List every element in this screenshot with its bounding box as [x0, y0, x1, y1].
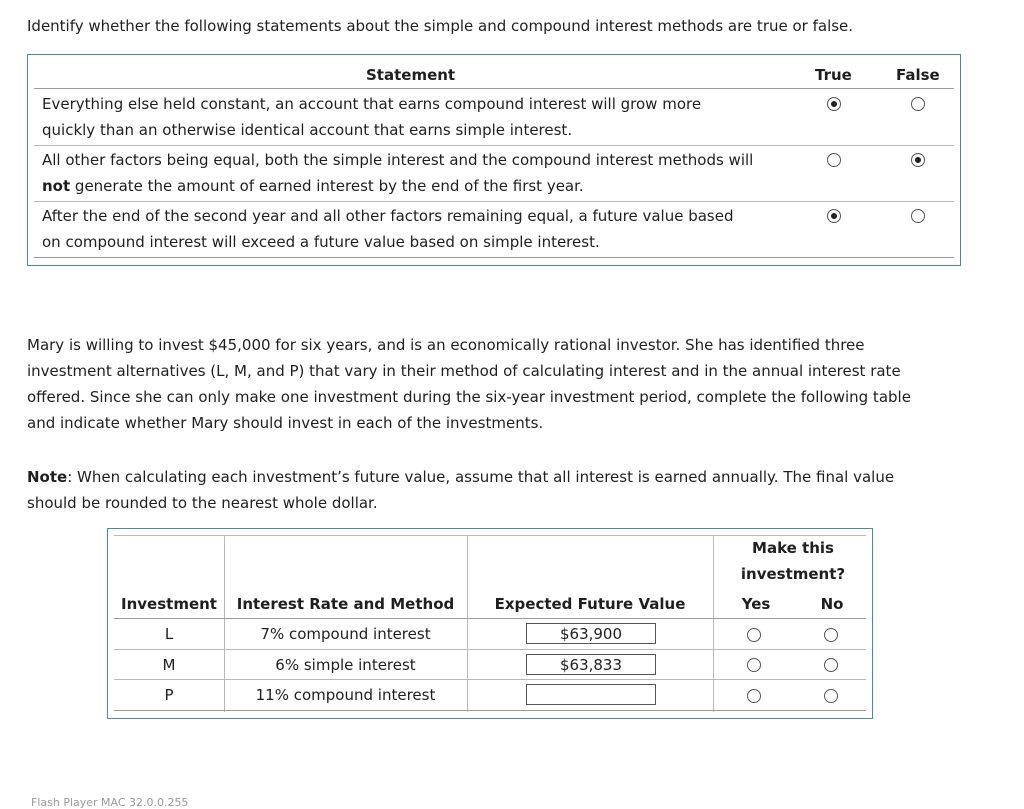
make-investment-header-line1: Make this — [752, 539, 834, 557]
investment-cell: M — [162, 656, 176, 674]
statement-line: After the end of the second year and all other factors remaining equal, a future value based — [42, 207, 734, 225]
statement-header: Statement — [366, 66, 456, 84]
row3-true-radio[interactable] — [827, 209, 841, 223]
note: Note: When calculating each investment’s future value, assume that all interest is earned annually. The final value should be rounded to the nearest whole dollar. — [27, 468, 895, 512]
no-header: No — [820, 595, 844, 613]
yes-header: Yes — [741, 595, 771, 613]
statement-row — [42, 203, 772, 255]
investment-table — [107, 528, 873, 719]
rate-cell: 6% simple interest — [275, 656, 416, 674]
investment-cell: L — [164, 625, 174, 643]
statement-line: Everything else held constant, an account that earns compound interest will grow more — [42, 95, 702, 113]
rate-header: Interest Rate and Method — [236, 595, 455, 613]
future-value-input-m[interactable] — [526, 654, 656, 675]
emphasis-not: not — [42, 177, 71, 195]
row1-false-radio[interactable] — [911, 97, 925, 111]
true-header: True — [815, 66, 852, 84]
false-header: False — [896, 66, 940, 84]
rate-cell: 11% compound interest — [255, 686, 436, 704]
question-1-prompt: Identify whether the following statements about the simple and compound interest methods are true or false. — [27, 17, 854, 35]
future-value-input-l[interactable] — [526, 623, 656, 644]
no-radio-l[interactable] — [824, 628, 838, 642]
statement-line: quickly than an otherwise identical account that earns simple interest. — [42, 121, 573, 139]
question-2-paragraph: Mary is willing to invest $45,000 for six years, and is an economically rational investor. She has identified three investment alternatives (L, M, and P) that vary in their method of calculating interest and in the annual interest rate offered. Since she can only make one investment during the six-year investment period, complete the following table and indicate whether Mary should invest in each of the investments. — [27, 336, 911, 432]
future-value-input-p[interactable] — [526, 684, 656, 705]
true-false-table — [27, 54, 961, 266]
statement-row — [42, 91, 772, 143]
yes-radio-m[interactable] — [747, 658, 761, 672]
flash-player-version: Flash Player MAC 32.0.0.255 — [31, 796, 189, 809]
statement-line: not generate the amount of earned interest by the end of the first year. — [42, 177, 584, 195]
statement-line: on compound interest will exceed a future value based on simple interest. — [42, 233, 600, 251]
rate-cell: 7% compound interest — [260, 625, 431, 643]
no-radio-m[interactable] — [824, 658, 838, 672]
note-label: Note — [27, 468, 68, 486]
yes-radio-p[interactable] — [747, 689, 761, 703]
future-value-header: Expected Future Value — [494, 595, 686, 613]
statement-row — [42, 147, 772, 199]
make-investment-header-line2: investment? — [740, 565, 846, 583]
yes-radio-l[interactable] — [747, 628, 761, 642]
investment-cell: P — [164, 686, 174, 704]
statement-line: All other factors being equal, both the simple interest and the compound interest methods will — [42, 151, 754, 169]
row2-false-radio[interactable] — [911, 153, 925, 167]
row3-false-radio[interactable] — [911, 209, 925, 223]
investment-header: Investment — [121, 595, 217, 613]
row1-true-radio[interactable] — [827, 97, 841, 111]
no-radio-p[interactable] — [824, 689, 838, 703]
row2-true-radio[interactable] — [827, 153, 841, 167]
